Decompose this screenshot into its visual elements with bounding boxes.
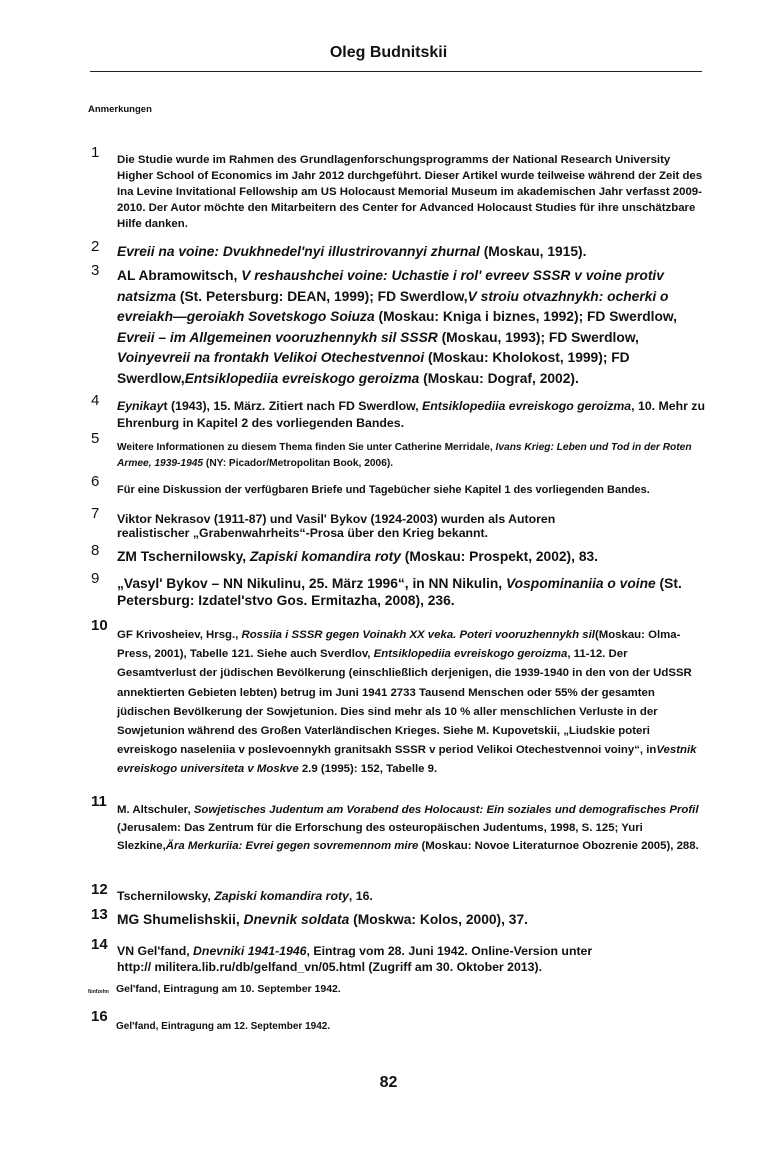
footnote-title: Ära Merkuriia: Evrei gegen sovremennom mire: [165, 840, 419, 852]
footnote-number: fünfzehn: [88, 989, 109, 995]
footnote-1: [117, 152, 707, 232]
footnote-number: 2: [91, 238, 100, 255]
footnote-text: Weitere Informationen zu diesem Thema finden Sie unter Catherine Merridale,: [117, 442, 496, 453]
footnote-2: [117, 242, 707, 263]
footnote-number: 1: [91, 144, 100, 161]
footnote-text: t (1943), 15. März. Zitiert nach FD Swerdlow,: [163, 399, 423, 413]
footnote-title: Dnevnik soldata: [243, 912, 350, 927]
footnote-text: , 16.: [348, 889, 373, 903]
footnote-8: [117, 547, 707, 568]
footnote-16: [116, 1020, 706, 1033]
footnote-title: Entsiklopediia evreiskogo geroizma: [422, 399, 632, 413]
footnote-text: Gel'fand, Eintragung am 12. September 1942.: [116, 1021, 331, 1032]
footnote-title: Vospominaniia o voine: [505, 576, 656, 591]
footnote-text: 2.9 (1995): 152, Tabelle 9.: [298, 763, 438, 776]
footnote-title: Zapiski komandira roty: [214, 889, 349, 903]
footnote-text: (St. Petersburg: Izdatel'stvo Gos. Ermitazha, 2008), 236.: [117, 576, 682, 608]
footnote-number: 6: [91, 473, 100, 490]
footnote-text: (St. Petersburg: DEAN, 1999); FD Swerdlow,: [176, 288, 468, 304]
footnote-text: M. Altschuler,: [117, 804, 194, 816]
footnote-text: (Moskau: Kholokost, 1999); FD Swerdlow,: [117, 350, 630, 386]
footnote-text: Für eine Diskussion der verfügbaren Briefe und Tagebücher siehe Kapitel 1 des vorliegenden Bandes.: [117, 484, 650, 496]
footnote-3: [117, 266, 707, 389]
footnote-title: Evreii na voine: Dvukhnedel'nyi illustrirovannyi zhurnal: [117, 244, 480, 259]
footnote-6: [117, 482, 707, 498]
footnote-number: 7: [91, 505, 100, 522]
footnote-title: Eynikay: [117, 399, 164, 413]
footnote-text: VN Gel'fand,: [117, 944, 194, 958]
footnote-title: Entsiklopediia evreiskogo geroizma: [373, 648, 568, 661]
footnote-13: [117, 910, 707, 931]
footnote-5: [117, 440, 707, 472]
footnote-text: MG Shumelishskii,: [117, 912, 244, 927]
footnote-text: Viktor Nekrasov (1911-87) und Vasil' Bykov (1924-2003) wurden als Autoren: [117, 512, 556, 526]
footnote-number: 14: [91, 936, 108, 953]
footnote-text: Die Studie wurde im Rahmen des Grundlagenforschungsprogramms der National Research University Higher School of Economics im Jahr 2012 durchgeführt. Dieser Artikel wurde teilweise während der Zeit des Ina Levine Invitational Fellowship am US Holocaust Memorial Museum im akademischen Jahr verfasst 2009-2010. Der Autor möchte den Mitarbeitern des Center for Advanced Holocaust Studies für ihre unschätzbare Hilfe danken.: [117, 154, 703, 230]
footnote-text: (Moskau: Kniga i biznes, 1992); FD Swerdlow,: [374, 309, 677, 324]
footnote-4: [117, 398, 707, 431]
footnote-text: (Moskwa: Kolos, 2000), 37.: [349, 912, 528, 927]
footnote-title: Entsiklopediia evreiskogo geroizma: [184, 370, 420, 386]
footnote-text: (Moskau, 1993); FD Swerdlow,: [437, 329, 639, 345]
footnote-text: (Moskau, 1915).: [479, 244, 587, 259]
footnote-text: , Eintrag vom 28. Juni 1942. Online-Version unter: [306, 944, 593, 958]
footnote-title: Ivans Krieg: Leben und Tod in der Roten Armee, 1939-1945: [117, 442, 692, 469]
footnote-number: 4: [91, 392, 100, 409]
footnote-10: [117, 626, 707, 780]
footnote-text: „Vasyl' Bykov – NN Nikulinu, 25. März 1996“, in NN Nikulin,: [117, 576, 506, 591]
footnote-text: , 11-12. Der Gesamtverlust der jüdischen Bevölkerung (einschließlich derjenigen, die 1939-1940 in den von der UdSSR annektierten Gebieten lebten) betrug im Juni 1941 2733 Tausend Menschen oder 55% der gesamten jüdischen Bevölkerung der Sowjetunion. Dies sind mehr als 10 % aller menschlichen Verluste in der Sowjetunion während des Großen Vaterländischen Krieges. Siehe M. Kupovetskii, „Liudskie poteri evreiskogo naseleniia v poslevoennykh granitsakh SSSR v period Velikoi Otechestvennoi voiny“, in: [117, 648, 692, 757]
footnote-number: 11: [91, 793, 107, 810]
footnote-text: GF Krivosheiev, Hrsg.,: [117, 629, 242, 641]
footnote-title: V stroiu otvazhnykh: ocherki o evreiakh—geroiakh Sovetskogo Soiuza: [117, 288, 669, 324]
footnote-title: V reshaushchei voine: Uchastie i rol' evreev SSSR v voine protiv natsizma: [117, 268, 664, 304]
footnote-url: http:// militera.lib.ru/db/gelfand_vn/05.html (Zugriff am 30. Oktober 2013).: [117, 959, 542, 974]
footnote-15: [116, 981, 706, 997]
footnote-text: (Moskau: Dograf, 2002).: [419, 370, 579, 386]
footnote-title: Dnevniki 1941-1946: [193, 944, 307, 958]
footnote-14: [117, 944, 707, 975]
footnote-text: Gel'fand, Eintragung am 10. September 1942.: [116, 983, 341, 995]
running-header: Oleg Budnitskii: [329, 44, 448, 61]
page-number: 82: [379, 1074, 398, 1091]
footnote-text: (Moskau: Olma-Press, 2001), Tabelle 121. Siehe auch Sverdlov,: [117, 629, 681, 661]
footnote-number: 10: [91, 617, 108, 634]
header-rule: [90, 71, 702, 72]
footnote-number: 5: [91, 430, 100, 447]
footnote-title: Zapiski komandira roty: [249, 549, 401, 564]
footnote-title: Vestnik evreiskogo universiteta v Moskve: [117, 744, 697, 776]
footnote-text: realistischer „Grabenwahrheits“-Prosa über den Krieg bekannt.: [117, 525, 489, 540]
footnote-text: (Moskau: Novoe Literaturnoe Obozrenie 2005), 288.: [418, 840, 699, 852]
footnote-number: 12: [91, 881, 108, 898]
footnote-number: 8: [91, 542, 100, 559]
footnote-7: [117, 513, 707, 540]
footnote-number: 3: [91, 262, 100, 279]
footnote-title: Rossiia i SSSR gegen Voinakh XX veka. Poteri vooruzhennykh sil: [241, 629, 595, 641]
section-title: Anmerkungen: [88, 104, 152, 115]
footnote-text: ZM Tschernilowsky,: [117, 549, 250, 564]
footnote-text: (NY: Picador/Metropolitan Book, 2006).: [203, 458, 394, 469]
footnote-title: Evreii – im Allgemeinen vooruzhennykh sil SSSR: [117, 329, 438, 345]
footnote-9: [117, 575, 707, 609]
footnote-12: [117, 888, 707, 905]
footnote-text: (Jerusalem: Das Zentrum für die Erforschung des osteuropäischen Judentums, 1998, S. 125; Yuri Slezkine,: [117, 822, 643, 852]
footnote-text: Tschernilowsky,: [117, 889, 215, 903]
footnote-title: Sowjetisches Judentum am Vorabend des Holocaust: Ein soziales und demografisches Profil: [193, 804, 699, 816]
footnote-number: 13: [91, 906, 108, 923]
footnote-text: (Moskau: Prospekt, 2002), 83.: [400, 549, 599, 564]
footnote-text: , 10. Mehr zu Ehrenburg in Kapitel 2 des vorliegenden Bandes.: [117, 399, 705, 430]
footnote-11: [117, 801, 707, 855]
footnote-number: 16: [91, 1008, 108, 1025]
footnote-text: AL Abramowitsch,: [117, 268, 242, 283]
footnote-number: 9: [91, 570, 100, 587]
footnote-title: Voinyevreii na frontakh Velikoi Otechestvennoi: [117, 350, 425, 365]
